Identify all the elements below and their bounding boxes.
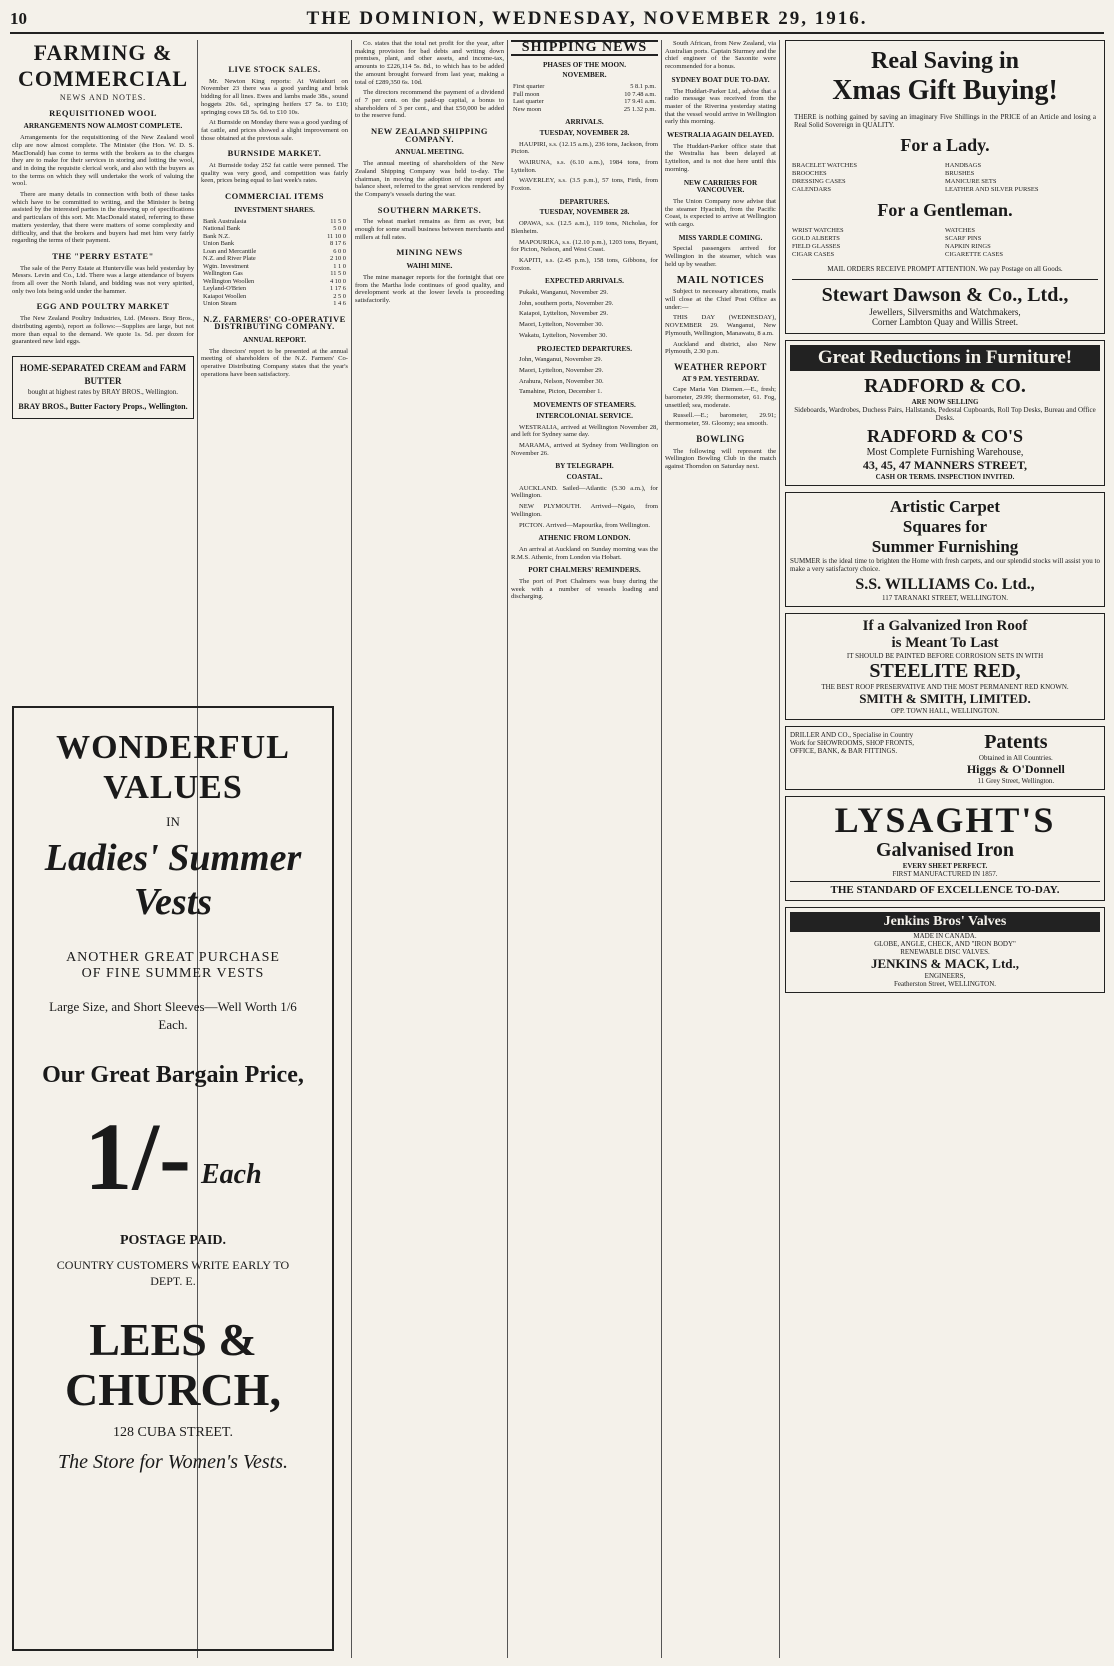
article-headline: DEPARTURES. [559,197,610,206]
ad-headline: If a Galvanized Iron Roof [862,618,1028,634]
article-paragraph: HAUPIRI, s.s. (12.15 a.m.), 236 tons, Jackson, from Picton. [511,140,658,156]
article-subhead: AT 9 P.M. YESTERDAY. [682,374,759,383]
firm-address: 11 Grey Street, Wellington. [977,777,1055,785]
article-headline: PORT CHALMERS' REMINDERS. [528,566,641,575]
article-paragraph: South African, from New Zealand, via Australian ports. Captain Sturmey and the chief engineer of the Saxonite were recommended for a bonus. [665,40,776,71]
firm-name: SMITH & SMITH, LIMITED. [859,691,1031,706]
ad-line: RENEWABLE DISC VALVES. [900,948,990,956]
ad-line: bought at highest rates by BRAY BROS., Wellington. [27,387,179,396]
table-row: Wellington Gas 11 5 0 [203,270,346,278]
article-paragraph: The wheat market remains as firm as ever, but enough for some small business between merchants and millers at full rates. [355,218,504,241]
column-3 [355,40,504,1655]
table-row: Bank Australasia 11 5 0 [203,217,346,225]
table-row: Union Bank 8 17 6 [203,240,346,248]
article-headline: SYDNEY BOAT DUE TO-DAY. [671,75,770,84]
article-headline: COMMERCIAL ITEMS [225,191,324,202]
column-rule [661,40,662,1658]
column-7 [785,40,1105,1658]
ad-line: MADE IN CANADA. [913,932,977,940]
price-block [22,1103,324,1210]
article-headline: MISS YARDLE COMING. [678,233,763,242]
article-headline: SOUTHERN MARKETS. [377,204,482,215]
ad-body: THERE is nothing gained by saving an imaginary Five Shillings in the PRICE of an Article and losing a Real Solid Sovereign in QUALITY. [794,113,1096,129]
carpet-ad [785,492,1105,607]
ad-line: GLOBE, ANGLE, CHECK, AND "IRON BODY" [874,940,1016,948]
table-row: New moon 25 1.32 p.m. [513,105,656,113]
ad-line: BRAY BROS., Butter Factory Props., Wellington. [18,401,188,411]
article-subhead: ARRANGEMENTS NOW ALMOST COMPLETE. [23,122,183,131]
ad-line: Obtained in All Countries. [978,754,1053,762]
table-row: Full moon 10 7.48 a.m. [513,90,656,98]
article-headline: WEATHER REPORT [674,361,767,372]
article-paragraph: The directors recommend the payment of a dividend of 7 per cent. on the paid-up capital, a bonus to shareholders of 3 per cent., and that £50,000 be added to the reserve fund. [355,89,504,120]
table-row: Kaiapoi Woollen 2 5 0 [203,292,346,300]
ad-line: ARE NOW SELLING [911,398,979,406]
article-paragraph: The following will represent the Wellington Bowling Club in the match against Thorndon on Saturday next. [665,447,776,470]
newspaper-title: THE DOMINION, WEDNESDAY, NOVEMBER 29, 1916. [306,8,868,29]
ad-headline: Squares for [902,517,988,536]
ad-line: THE BEST ROOF PRESERVATIVE AND THE MOST PERMANENT RED KNOWN. [821,683,1069,691]
article-paragraph: John, Wanganui, November 29. [519,356,603,364]
table-row: National Bank 5 0 0 [203,225,346,233]
ad-line: 43, 45, 47 MANNERS STREET, [862,458,1028,472]
ad-line: EVERY SHEET PERFECT. [902,862,988,870]
ad-line: POSTAGE PAID. [119,1233,227,1248]
ad-headline: Galvanised Iron [876,839,1014,861]
table-row: Wellington Woollen 4 10 0 [203,277,346,285]
ad-body: SUMMER is the ideal time to brighten the Home with fresh carpets, and our splendid stocks will assist you to make a very satisfactory choice. [790,557,1100,573]
firm-subtitle: ENGINEERS, [924,972,966,980]
article-headline: MAIL NOTICES [676,273,765,286]
article-paragraph: Mr. Newton King reports: At Waitekuri on November 23 there was a good yarding and brisk bidding for all lines. Ewes and lambs made 38s., sound hoggets 20s. 6d., springing heifers £7 5s. to £10; springing cows £8 5s. 6d. to £10 10s. [201,77,348,116]
ad-line: IN [166,814,180,829]
firm-name: RADFORD & CO. [864,375,1026,397]
ad-line: OF FINE SUMMER VESTS [81,966,265,981]
article-paragraph: WESTRALIA, arrived at Wellington November 28, and left for Sydney same day. [511,423,658,439]
shipping-news-title: SHIPPING NEWS [511,40,658,56]
article-headline: MOVEMENTS OF STEAMERS. [533,401,636,410]
article-paragraph: THIS DAY (WEDNESDAY), NOVEMBER 29. Wanganui, New Plymouth, Wellington, Manawatu, 8 a.m. [665,314,776,337]
article-headline: BOWLING [696,433,745,444]
ad-subhead: For a Lady. [900,135,990,155]
article-paragraph: Russell.—E.; barometer, 29.91; thermometer, 59. Gloomy; sea smooth. [665,412,776,428]
article-subhead: INVESTMENT SHARES. [234,205,315,214]
article-subhead: NOVEMBER. [562,71,607,80]
ad-line: THE STANDARD OF EXCELLENCE TO-DAY. [790,881,1100,896]
article-paragraph: Arrangements for the requisitioning of the New Zealand wool clip are now almost complete. The Minister (the Hon. W. D. S. MacDonald) has come to terms with the brokers as to the charges they are to make for their services in storing and lotting the wool, and in doing the requisite clerical work, and also with the buyers as to the terms on which they will undertake the work of valuing the wool. [12,134,194,188]
article-subhead: ANNUAL MEETING. [395,148,464,157]
table-row: N.Z. and River Plate 2 10 0 [203,255,346,263]
article-subhead: WAIHI MINE. [406,262,453,271]
table-row: Bank N.Z. 11 10 0 [203,232,346,240]
lady-items: BRACELET WATCHES HANDBAGS BROOCHES BRUSHES DRESSING CASES MANICURE SETS CALENDARS LEATHER AND SILVER PURSES [792,162,1039,193]
table-row: Last quarter 17 9.41 a.m. [513,98,656,106]
article-headline: N.Z. FARMERS' CO-OPERATIVE DISTRIBUTING COMPANY. [203,313,346,332]
ad-line: HOME-SEPARATED CREAM and FARM BUTTER [19,362,187,386]
article-paragraph: Maori, Lyttelton, November 29. [519,366,604,374]
article-paragraph: Special passengers arrived for Wellington in the steamer, which was held up by weather. [665,245,776,268]
ad-line: ANOTHER GREAT PURCHASE [66,950,280,965]
firm-name: Stewart Dawson & Co., Ltd., [792,279,1098,307]
article-paragraph: KAPITI, s.s. (2.45 p.m.), 158 tons, Gibbons, for Foxton. [511,256,658,272]
ad-line: Our Great Bargain Price, [42,1062,304,1088]
article-paragraph: An arrival at Auckland on Sunday morning was the R.M.S. Athenic, from London via Hobart. [511,545,658,561]
bray-bros-ad [12,356,194,419]
section-subtitle: NEWS AND NOTES. [59,93,147,102]
article-paragraph: MARAMA, arrived at Sydney from Wellington on November 26. [511,441,658,457]
article-paragraph: The sale of the Perry Estate at Hunterville was held yesterday by Messrs. Levin and Co., Ltd. There was a large attendance of buyers from all over the North Island, and bidding was not very spirited, only two lots being sold under the hammer. [12,264,194,295]
article-headline: THE "PERRY ESTATE" [52,250,154,261]
article-paragraph: OPAWA, s.s. (12.5 a.m.), 119 tons, Nicholas, for Blenheim. [511,220,658,235]
patents-block [932,731,1100,785]
article-headline: MINING NEWS [396,247,463,258]
page-number: 10 [10,9,27,28]
table-row: Leyland-O'Brien 1 17 6 [203,285,346,293]
article-headline: PHASES OF THE MOON. [542,60,627,69]
ad-subhead: For a Gentleman. [877,200,1013,220]
article-paragraph: Co. states that the total net profit for the year, after making provision for bad debts and writing down premises, plant, and other assets, and income-tax, amounts to £226,114 5s. 8d., to which has to be added the amount brought forward from last year, making a total of £289,350 6s. 10d. [355,40,504,86]
ad-line: Most Complete Furnishing Warehouse, [866,447,1024,458]
article-paragraph: The annual meeting of shareholders of the New Zealand Shipping Company was held to-day. The chairman, in moving the adoption of the report and balance sheet, referred to the great services rendered by the Company's vessels during the war. [355,160,504,198]
column-rule [779,40,780,1658]
article-paragraph: PICTON. Arrived—Mapourika, from Wellington. [519,521,651,529]
price-unit: Each [200,1159,262,1190]
article-paragraph: WAIRUNA, s.s. (6.10 a.m.), 1984 tons, from Lyttelton. [511,158,658,174]
ad-line: FIRST MANUFACTURED IN 1857. [892,870,998,878]
steelite-ad [785,613,1105,720]
article-paragraph: Subject to necessary alterations, mails will close at the Chief Post Office as under:— [665,288,776,311]
article-headline: REQUISITIONED WOOL [49,107,157,118]
column-5 [665,40,776,1655]
article-headline: ARRIVALS. [565,118,604,127]
ad-headline: Real Saving in [870,48,1020,74]
article-headline: EGG AND POULTRY MARKET [36,301,170,312]
article-paragraph: There are many details in connection with both of these tasks which have to be committed to writing, and the Minister is being assisted by the interested parties in the drawing up of specifications and particulars of this sort. Mr. MacDonald stated, referring to these matters yesterday, that there were matters of some complexity and difficulty, and that the brokers and buyers had met him very fairly regarding the terms of their payment. [12,191,194,245]
table-row: Loan and Mercantile 6 0 0 [203,247,346,255]
column-rule [351,40,352,1658]
gent-items: WRIST WATCHES WATCHES GOLD ALBERTS SCARF PINS FIELD GLASSES NAPKIN RINGS CIGAR CASES CIGARETTE CASES [792,227,1003,258]
article-headline: BY TELEGRAPH. [555,462,614,471]
article-subhead: COASTAL. [566,473,603,482]
firm-name: JENKINS & MACK, Ltd., [870,956,1020,971]
article-paragraph: MAPOURIKA, s.s. (12.10 p.m.), 1203 tons, Bryant, for Picton, Nelson, and West Coast. [511,238,658,254]
section-title: FARMING & COMMERCIAL [17,40,189,91]
article-paragraph: Tamahine, Picton, December 1. [519,388,603,396]
ad-headline: Jenkins Bros' Valves [790,912,1100,932]
article-paragraph: Maori, Lyttelton, November 30. [519,321,604,329]
patents-ad [785,726,1105,790]
ad-headline: is Meant To Last [891,635,999,651]
article-paragraph: The Huddart-Parker Ltd., advise that a radio message was received from the master of the Riverina yesterday stating that the vessel would arrive in Wellington early this morning. [665,87,776,126]
article-paragraph: Wakatu, Lyttelton, November 30. [519,331,608,339]
ad-line: IT SHOULD BE PAINTED BEFORE CORROSION SETS IN WITH [846,652,1044,660]
article-headline: LIVE STOCK SALES. [228,64,321,74]
ad-headline: LYSAGHT'S [834,800,1056,840]
ad-line: Sideboards, Wardrobes, Duchess Pairs, Hallstands, Pedestal Cupboards, Roll Top Desks, Bureau and Office Desks. [794,406,1096,422]
jenkins-valves-ad [785,907,1105,993]
column-2 [201,40,348,695]
firm-address: 117 TARANAKI STREET, WELLINGTON. [881,594,1008,602]
ad-headline: Ladies' Summer Vests [44,837,302,923]
article-paragraph: John, southern ports, November 29. [519,299,614,307]
lysaght-ad [785,796,1105,901]
article-paragraph: Arahura, Nelson, November 30. [519,377,604,385]
ad-headline: WONDERFUL VALUES [56,729,290,806]
article-headline: NEW ZEALAND SHIPPING COMPANY. [370,126,489,144]
column-rule [507,40,508,1658]
ad-body: DRILLER AND CO., Specialise in Country Work for SHOWROOMS, SHOP FRONTS, OFFICE, BANK, & BAR FITTINGS. [790,731,915,755]
store-address: 128 CUBA STREET. [113,1425,233,1440]
masthead [10,6,1104,34]
firm-address: OPP. TOWN HALL, WELLINGTON. [891,707,999,715]
shares-table [201,218,348,308]
store-name: LEES & CHURCH, [65,1314,281,1415]
xmas-gift-ad [785,40,1105,334]
firm-name: RADFORD & CO'S [867,426,1023,446]
article-paragraph: The port of Port Chalmers was busy during the week with a number of vessels loading and discharging. [511,578,658,601]
table-row: First quarter 5 8.1 p.m. [513,83,656,91]
ad-headline: Summer Furnishing [871,537,1019,556]
ad-line: CASH OR TERMS. INSPECTION INVITED. [875,473,1015,481]
ad-headline: Artistic Carpet [890,497,1000,516]
column-4 [511,40,658,1655]
article-paragraph: The mine manager reports for the fortnight that ore from the Martha lode continues of good quality, and development work at the lower levels is proceeding satisfactorily. [355,273,504,304]
ad-headline: Great Reductions in Furniture! [790,345,1100,371]
article-paragraph: WAVERLEY, s.s. (3.5 p.m.), 57 tons, Firth, from Foxton. [511,177,658,193]
ad-note: MAIL ORDERS RECEIVE PROMPT ATTENTION. We pay Postage on all Goods. [827,265,1063,273]
ladies-vests-ad [12,706,334,1651]
firm-name: Higgs & O'Donnell [966,762,1065,776]
article-subhead: TUESDAY, NOVEMBER 28. [539,208,630,217]
article-paragraph: At Burnside on Monday there was a good yarding of fat cattle, and prices showed a slight improvement on those obtained at the previous sale. [201,119,348,142]
article-subhead: INTERCOLONIAL SERVICE. [536,411,633,420]
firm-address: Featherston Street, WELLINGTON. [894,980,996,988]
ad-line: COUNTRY CUSTOMERS WRITE EARLY TO DEPT. E. [56,1258,290,1288]
table-row: Wgtn. Investment 1 1 0 [203,262,346,270]
article-paragraph: Auckland and district, also New Plymouth, 2.30 p.m. [665,340,776,356]
article-paragraph: NEW PLYMOUTH. Arrived—Ngaio, from Wellington. [511,503,658,518]
moon-phases-table [511,83,658,113]
article-headline: BURNSIDE MARKET. [227,148,322,159]
price: 1/- [84,1103,191,1210]
column-1 [12,40,194,695]
furniture-ad [785,340,1105,486]
firm-address: Corner Lambton Quay and Willis Street. [872,317,1018,327]
ad-line: Large Size, and Short Sleeves—Well Worth 1/6 Each. [49,999,297,1032]
article-paragraph: At Burnside today 252 fat cattle were penned. The quality was very good, and competition was fairly keen, prices being equal to last week's rates. [201,162,348,185]
table-row: Union Steam 1 4 6 [203,300,346,308]
article-paragraph: The Union Company now advise that the steamer Hyacinth, from the Pacific Coast, is expected to arrive at Wellington with cargo. [665,197,776,229]
article-paragraph: The directors' report to be presented at the annual meeting of shareholders of the N.Z. Farmers' Co-operative Distributing Company states that the year's operations have been satisfactory. [201,347,348,378]
ad-headline: Xmas Gift Buying! [832,75,1058,106]
article-headline: PROJECTED DEPARTURES. [536,344,633,353]
article-headline: NEW CARRIERS FOR VANCOUVER. [683,178,758,195]
article-subhead: TUESDAY, NOVEMBER 28. [539,128,630,137]
article-paragraph: AUCKLAND. Sailed—Atlantic (5.30 a.m.), for Wellington. [511,484,658,500]
store-tagline: The Store for Women's Vests. [57,1451,289,1473]
article-paragraph: Cape Maria Van Diemen.—E., fresh; barometer, 29.99; thermometer, 61. Fog, unsettled; sea, moderate. [665,386,776,409]
article-paragraph: The Huddart-Parker office state that the Westralia has been delayed at Lyttelton, and is not due here until this morning. [665,142,776,173]
firm-name: S.S. WILLIAMS Co. Ltd., [855,576,1035,593]
article-headline: WESTRALIA AGAIN DELAYED. [667,131,774,140]
article-headline: ATHENIC FROM LONDON. [538,534,631,543]
article-headline: EXPECTED ARRIVALS. [545,277,624,286]
ad-headline: STEELITE RED, [869,660,1021,682]
firm-subtitle: Jewellers, Silversmiths and Watchmakers, [869,307,1021,317]
article-paragraph: Kaiapoi, Lyttelton, November 29. [519,310,608,318]
article-subhead: ANNUAL REPORT. [242,335,307,344]
article-paragraph: Pukaki, Wanganui, November 29. [519,289,609,297]
ad-headline: Patents [984,731,1048,753]
article-paragraph: The New Zealand Poultry Industries, Ltd. (Messrs. Bray Bros., distributing agents), report as follows:—Supplies are large, but not more than equal to the demand. We quote 1s. 5d. per dozen for guaranteed new laid eggs. [12,315,194,346]
